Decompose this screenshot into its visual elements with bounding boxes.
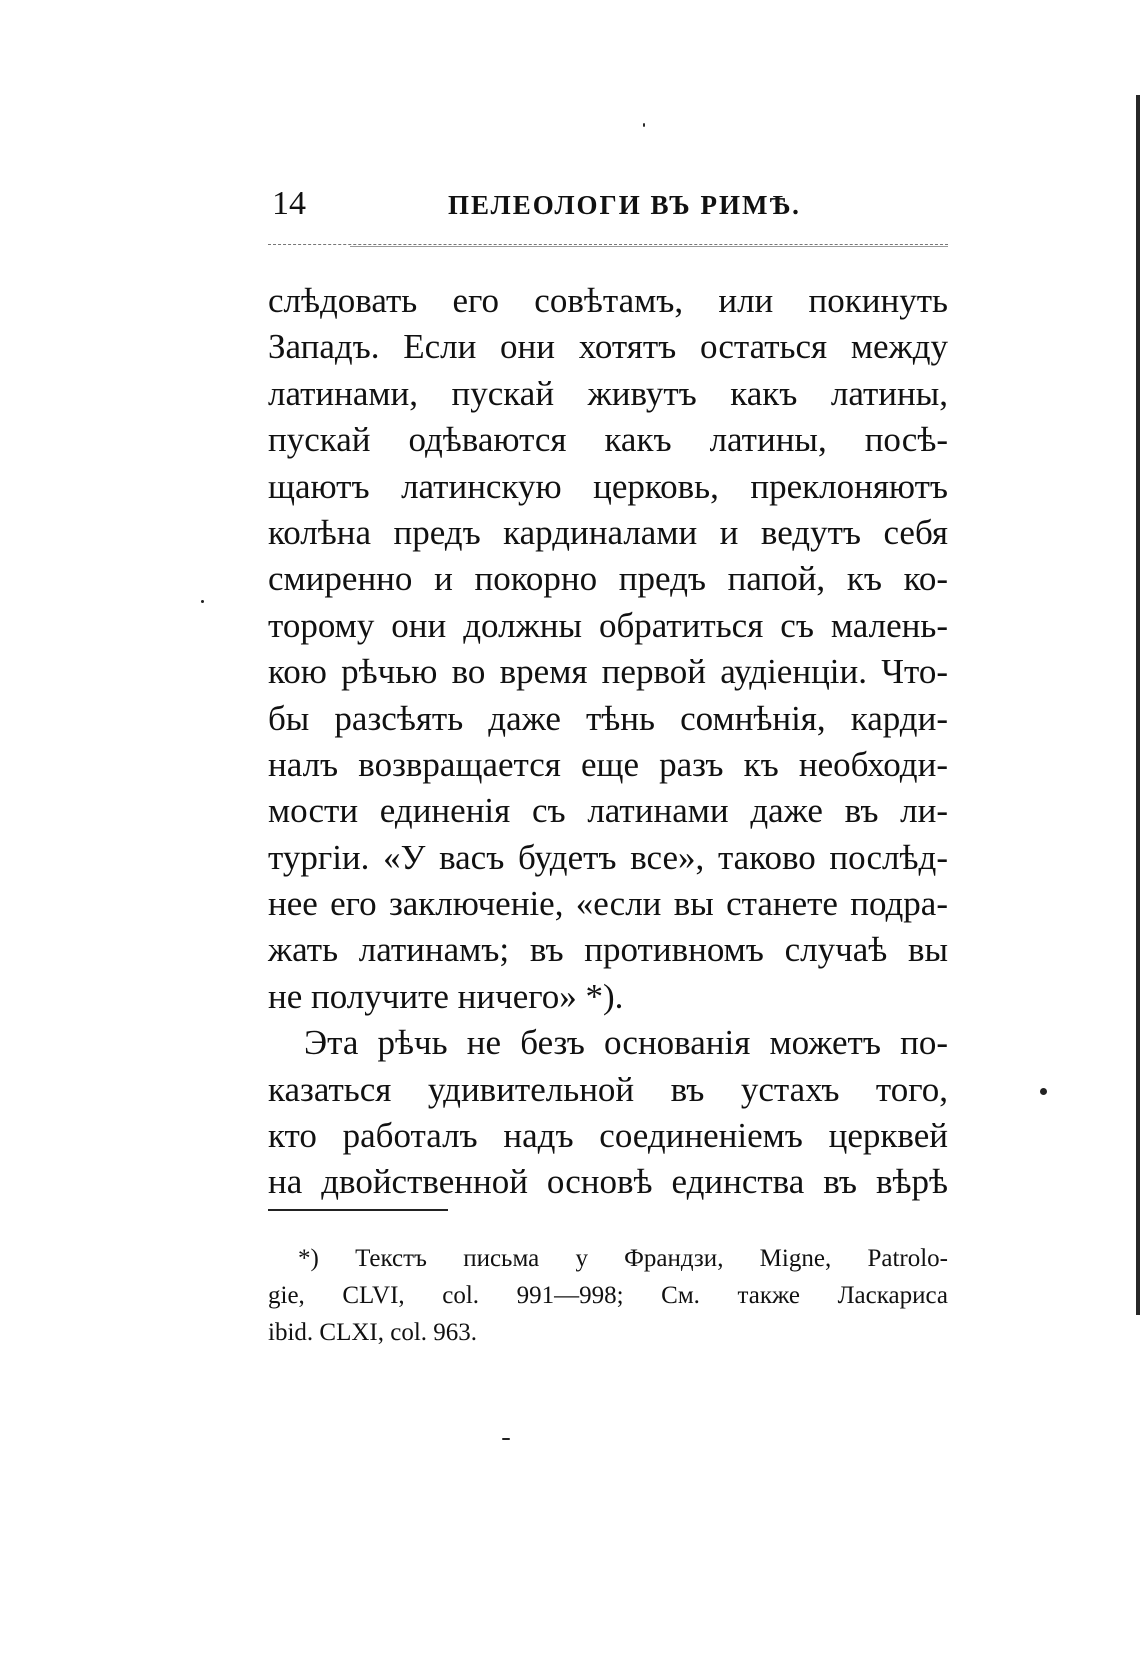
- page-number: 14: [272, 185, 306, 222]
- body-line: Западъ. Если они хотятъ остаться между: [268, 327, 948, 367]
- scan-speck: [643, 123, 645, 127]
- scan-speck: [201, 600, 204, 603]
- footnote-rule: [268, 1209, 448, 1211]
- scan-speck: [502, 1438, 510, 1440]
- body-line: латинами, пускай живутъ какъ латины,: [268, 373, 948, 413]
- scan-speck: [1040, 1088, 1047, 1095]
- body-text: [268, 278, 948, 1206]
- body-line: торому они должны обратиться съ малень-: [268, 605, 948, 645]
- body-line: кто работалъ надъ соединеніемъ церквей: [268, 1116, 948, 1156]
- scan-edge-shadow: [1136, 95, 1140, 1315]
- body-line: кою рѣчью во время первой аудіенціи. Что-: [268, 652, 948, 692]
- body-line: щаютъ латинскую церковь, преклоняютъ: [268, 466, 948, 506]
- footnote-line: *) Текстъ письма у Франдзи, Migne, Patrolo-: [298, 1245, 948, 1272]
- body-line: смиренно и покорно предъ папой, къ ко-: [268, 559, 948, 599]
- header-rule: [268, 244, 948, 245]
- footnote-line: ibid. CLXI, col. 963.: [268, 1319, 478, 1346]
- body-line: нее его заключеніе, «если вы станете подра-: [268, 884, 948, 924]
- footnote-line: gie, CLVI, col. 991—998; См. также Ласкариса: [268, 1282, 948, 1309]
- body-line: мости единенія съ латинами даже въ ли-: [268, 791, 948, 831]
- footnote: [268, 1240, 948, 1351]
- header-rule-secondary: [350, 246, 948, 247]
- body-line: казаться удивительной въ устахъ того,: [268, 1069, 948, 1109]
- body-line: пускай одѣваются какъ латины, посѣ-: [268, 420, 948, 460]
- body-line-paragraph-start: Эта рѣчь не безъ основанія можетъ по-: [304, 1023, 948, 1063]
- running-head: [272, 184, 947, 224]
- body-line: бы разсѣять даже тѣнь сомнѣнія, карди-: [268, 698, 948, 738]
- running-title: ПЕЛЕОЛОГИ ВЪ РИМѢ.: [448, 190, 801, 220]
- body-line: на двойственной основѣ единства въ вѣрѣ: [268, 1162, 948, 1202]
- body-line: жать латинамъ; въ противномъ случаѣ вы: [268, 930, 948, 970]
- body-line: слѣдовать его совѣтамъ, или покинуть: [268, 281, 948, 320]
- body-line: тургіи. «У васъ будетъ все», таково послѣд-: [268, 837, 948, 877]
- body-line: колѣна предъ кардиналами и ведутъ себя: [268, 512, 948, 552]
- body-line-paragraph-end: не получите ничего» *).: [268, 976, 624, 1016]
- body-line: налъ возвращается еще разъ къ необходи-: [268, 744, 948, 784]
